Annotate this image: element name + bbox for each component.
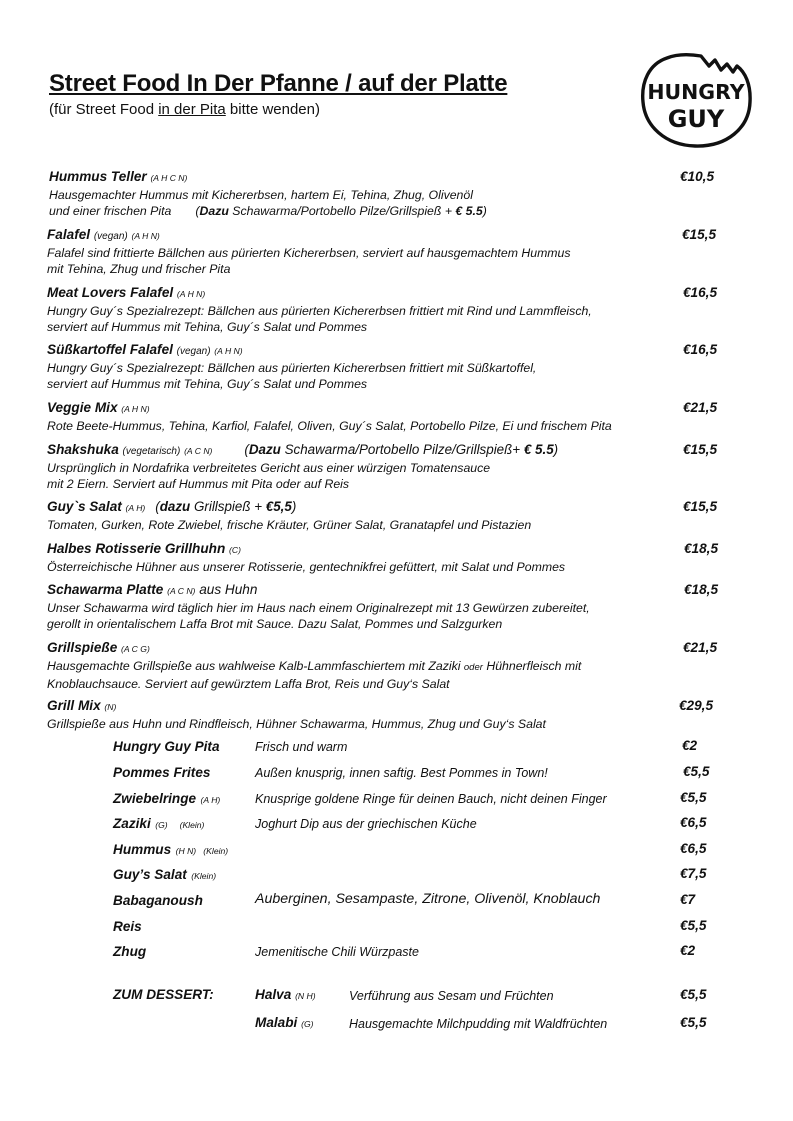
item-name: Meat Lovers Falafel (47, 285, 174, 300)
item-price: €21,5 (683, 640, 718, 655)
addon-paren-close: ) (291, 499, 297, 514)
hungry-guy-logo (637, 50, 755, 150)
side-name: Hungry Guy Pita (113, 739, 220, 754)
allergen-tags: (Klein) (191, 871, 217, 881)
side-name: Guy’s Salat (113, 867, 187, 882)
diet-tag: (vegan) (176, 346, 211, 357)
item-name: Schawarma Platte (47, 582, 164, 597)
side-price: €7 (680, 892, 696, 907)
item-description: Tomaten, Gurken, Rote Zwiebel, frische Kräuter, Grüner Salat, Granatapfel und Pistazien (47, 518, 532, 532)
allergen-tags: (G) (Klein) (155, 820, 205, 830)
side-item-hummus (113, 841, 228, 859)
item-description-or: oder (463, 662, 483, 673)
side-description: Auberginen, Sesampaste, Zitrone, Olivenöl, Knoblauch (255, 891, 601, 907)
item-price: €15,5 (683, 442, 718, 457)
side-price: €6,5 (680, 815, 707, 830)
side-description: Joghurt Dip aus der griechischen Küche (255, 817, 477, 831)
page-title: Street Food In Der Pfanne / auf der Platte (49, 70, 508, 97)
item-description: Rote Beete-Hummus, Tehina, Karfiol, Falafel, Oliven, Guy´s Salat, Portobello Pilze, Ei und frischem Pita (47, 419, 612, 433)
menu-item-veggie-mix (47, 399, 737, 434)
allergen-tags: (A H) (200, 795, 221, 805)
allergen-tags: (A C N) (167, 586, 196, 596)
item-description: Hungry Guy´s Spezialrezept: Bällchen aus pürierten Kichererbsen frittiert mit Süßkartoffel, (47, 361, 537, 375)
item-price: €10,5 (680, 169, 715, 184)
item-description: Grillspieße aus Huhn und Rindfleisch, Hühner Schawarma, Hummus, Zhug und Guy‘s Salat (47, 717, 546, 731)
allergen-tags: (C) (229, 545, 241, 555)
allergen-tags: (A H N) (214, 346, 243, 356)
addon-text: Schawarma/Portobello Pilze/Grillspieß+ (280, 442, 524, 457)
addon-label: Dazu (199, 204, 229, 218)
side-item-pommes-frites (113, 764, 210, 782)
side-item-babaganoush (113, 892, 203, 910)
side-price: €5,5 (680, 918, 707, 933)
item-name: Shakshuka (47, 442, 119, 457)
item-name: Falafel (47, 227, 91, 242)
addon-paren: ( (195, 204, 200, 218)
side-name: Zaziki (113, 816, 151, 831)
item-name: Hummus Teller (49, 169, 147, 184)
menu-item-grillspiesse (47, 639, 737, 692)
allergen-tags: (A H N) (176, 289, 206, 299)
item-price: €18,5 (684, 541, 719, 556)
item-name-suffix: aus Huhn (195, 582, 258, 597)
side-price: €2 (680, 943, 696, 958)
page-subtitle (49, 101, 320, 118)
item-description-text-end: Hühnerfleisch mit (482, 659, 582, 673)
allergen-tags: (A H) (125, 503, 146, 513)
item-price: €21,5 (683, 400, 718, 415)
item-description: Österreichische Hühner aus unserer Rotisserie, gentechnikfrei gefüttert, mit Salat und Pommes (47, 560, 566, 574)
item-description-text: Hausgemachte Grillspieße aus wahlweise Kalb-Lammfaschiertem mit Zaziki (47, 659, 464, 673)
side-description: Außen knusprig, innen saftig. Best Pommes in Town! (255, 766, 548, 780)
side-item-zwiebelringe (113, 790, 220, 808)
allergen-tags: (H N) (Klein) (175, 846, 229, 856)
addon-paren-close: ) (482, 204, 487, 218)
dessert-description: Hausgemachte Milchpudding mit Waldfrüchten (349, 1017, 608, 1031)
addon-paren: ( (244, 442, 249, 457)
dessert-name: Halva (255, 987, 292, 1002)
item-name: Guy`s Salat (47, 499, 122, 514)
dessert-description: Verführung aus Sesam und Früchten (349, 989, 554, 1003)
item-description: Falafel sind frittierte Bällchen aus pürierten Kichererbsen, serviert auf hausgemachtem Hummus (47, 246, 571, 260)
subtitle-text-end: bitte wenden) (225, 101, 320, 118)
side-name: Zwiebelringe (113, 791, 197, 806)
diet-tag: (vegetarisch) (122, 446, 181, 457)
side-item-reis (113, 918, 142, 936)
menu-item-rotisserie-grillhuhn (47, 540, 737, 575)
item-name: Süßkartoffel Falafel (47, 342, 173, 357)
side-description: Frisch und warm (255, 740, 348, 754)
item-description: Hausgemachter Hummus mit Kichererbsen, hartem Ei, Tehina, Zhug, Olivenöl (49, 188, 473, 202)
item-description-text: und einer frischen Pita (49, 204, 172, 218)
menu-item-falafel (47, 226, 737, 277)
subtitle-text: (für Street Food (49, 101, 159, 118)
side-description: Knusprige goldene Ringe für deinen Bauch, nicht deinen Finger (255, 792, 607, 806)
side-price: €7,5 (680, 866, 707, 881)
item-description-2 (49, 203, 739, 219)
menu-item-schawarma-platte (47, 581, 737, 632)
side-name: Babaganoush (113, 893, 203, 908)
allergen-tags: (A H N) (131, 231, 160, 241)
side-name: Reis (113, 919, 142, 934)
item-description-2: mit 2 Eiern. Serviert auf Hummus mit Pita oder auf Reis (47, 477, 350, 491)
allergen-tags: (G) (301, 1019, 314, 1029)
dessert-price: €5,5 (680, 1015, 707, 1030)
logo-text-hungry: HUNGRY (647, 80, 745, 104)
item-addon (195, 204, 487, 218)
menu-item-suesskartoffel-falafel (47, 341, 737, 392)
side-price: €5,5 (683, 764, 710, 779)
item-price: €29,5 (679, 698, 714, 713)
item-description: Hungry Guy´s Spezialrezept: Bällchen aus pürierten Kichererbsen frittiert mit Rind und Lammfleisch, (47, 304, 592, 318)
item-price: €16,5 (683, 342, 718, 357)
addon-paren: ( (155, 499, 160, 514)
subtitle-link-text: in der Pita (158, 101, 226, 118)
item-name: Grill Mix (47, 698, 101, 713)
item-price: €15,5 (683, 499, 718, 514)
addon-price: € 5.5 (523, 442, 554, 457)
addon-paren-close: ) (553, 442, 559, 457)
side-price: €5,5 (680, 790, 707, 805)
dessert-name: Malabi (255, 1015, 298, 1030)
diet-tag: (vegan) (93, 231, 128, 242)
addon-text: Grillspieß + (190, 499, 266, 514)
dessert-item-halva (255, 987, 316, 1002)
item-name: Grillspieße (47, 640, 118, 655)
item-name: Veggie Mix (47, 400, 118, 415)
menu-item-hummus-teller (49, 168, 739, 219)
menu-item-shakshuka (47, 441, 737, 492)
item-description-2: serviert auf Hummus mit Tehina, Guy´s Salat und Pommes (47, 377, 368, 391)
item-description-2: mit Tehina, Zhug und frischer Pita (47, 262, 231, 276)
side-item-zhug (113, 943, 146, 961)
item-price: €15,5 (682, 227, 717, 242)
addon-price: €5,5 (265, 499, 292, 514)
side-item-hungry-guy-pita (113, 738, 220, 756)
item-description: Unser Schawarma wird täglich hier im Haus nach einem Originalrezept mit 13 Gewürzen zubereitet, (47, 601, 590, 615)
side-price: €6,5 (680, 841, 707, 856)
allergen-tags: (A C G) (121, 644, 150, 654)
side-item-zaziki (113, 815, 204, 833)
menu-item-meat-lovers-falafel (47, 284, 737, 335)
side-name: Hummus (113, 842, 172, 857)
item-price: €16,5 (683, 285, 718, 300)
item-description-2: gerollt in orientalischem Laffa Brot mit Sauce. Dazu Salat, Pommes und Salzgurken (47, 617, 503, 631)
item-name: Halbes Rotisserie Grillhuhn (47, 541, 226, 556)
item-price: €18,5 (684, 582, 719, 597)
side-item-guys-salat (113, 866, 216, 884)
dessert-item-malabi (255, 1015, 314, 1030)
menu-item-guys-salat (47, 498, 737, 533)
item-description-2: Knoblauchsauce. Serviert auf gewürztem Laffa Brot, Reis und Guy‘s Salat (47, 677, 450, 691)
side-description: Jemenitische Chili Würzpaste (255, 945, 419, 959)
item-description: Ursprünglich in Nordafrika verbreitetes Gericht aus einer würzigen Tomatensauce (47, 461, 491, 475)
side-price: €2 (682, 738, 698, 753)
addon-price: € 5.5 (455, 204, 483, 218)
dessert-price: €5,5 (680, 987, 707, 1002)
item-addon (244, 442, 558, 457)
logo-graphic (637, 50, 755, 150)
logo-text-guy: GUY (667, 105, 725, 133)
item-description (47, 658, 737, 676)
allergen-tags: (A H C N) (150, 173, 188, 183)
addon-label: dazu (159, 499, 191, 514)
dessert-label: ZUM DESSERT: (113, 987, 214, 1002)
addon-label: Dazu (248, 442, 281, 457)
allergen-tags: (A C N) (184, 446, 213, 456)
item-description-2: serviert auf Hummus mit Tehina, Guy´s Salat und Pommes (47, 320, 368, 334)
addon-text: Schawarma/Portobello Pilze/Grillspieß + (228, 204, 456, 218)
allergen-tags: (A H N) (121, 404, 150, 414)
allergen-tags: (N H) (295, 991, 316, 1001)
side-name: Zhug (113, 944, 147, 959)
side-name: Pommes Frites (113, 765, 211, 780)
item-addon (155, 499, 296, 514)
allergen-tags: (N) (104, 702, 117, 712)
menu-item-grill-mix (47, 697, 737, 732)
